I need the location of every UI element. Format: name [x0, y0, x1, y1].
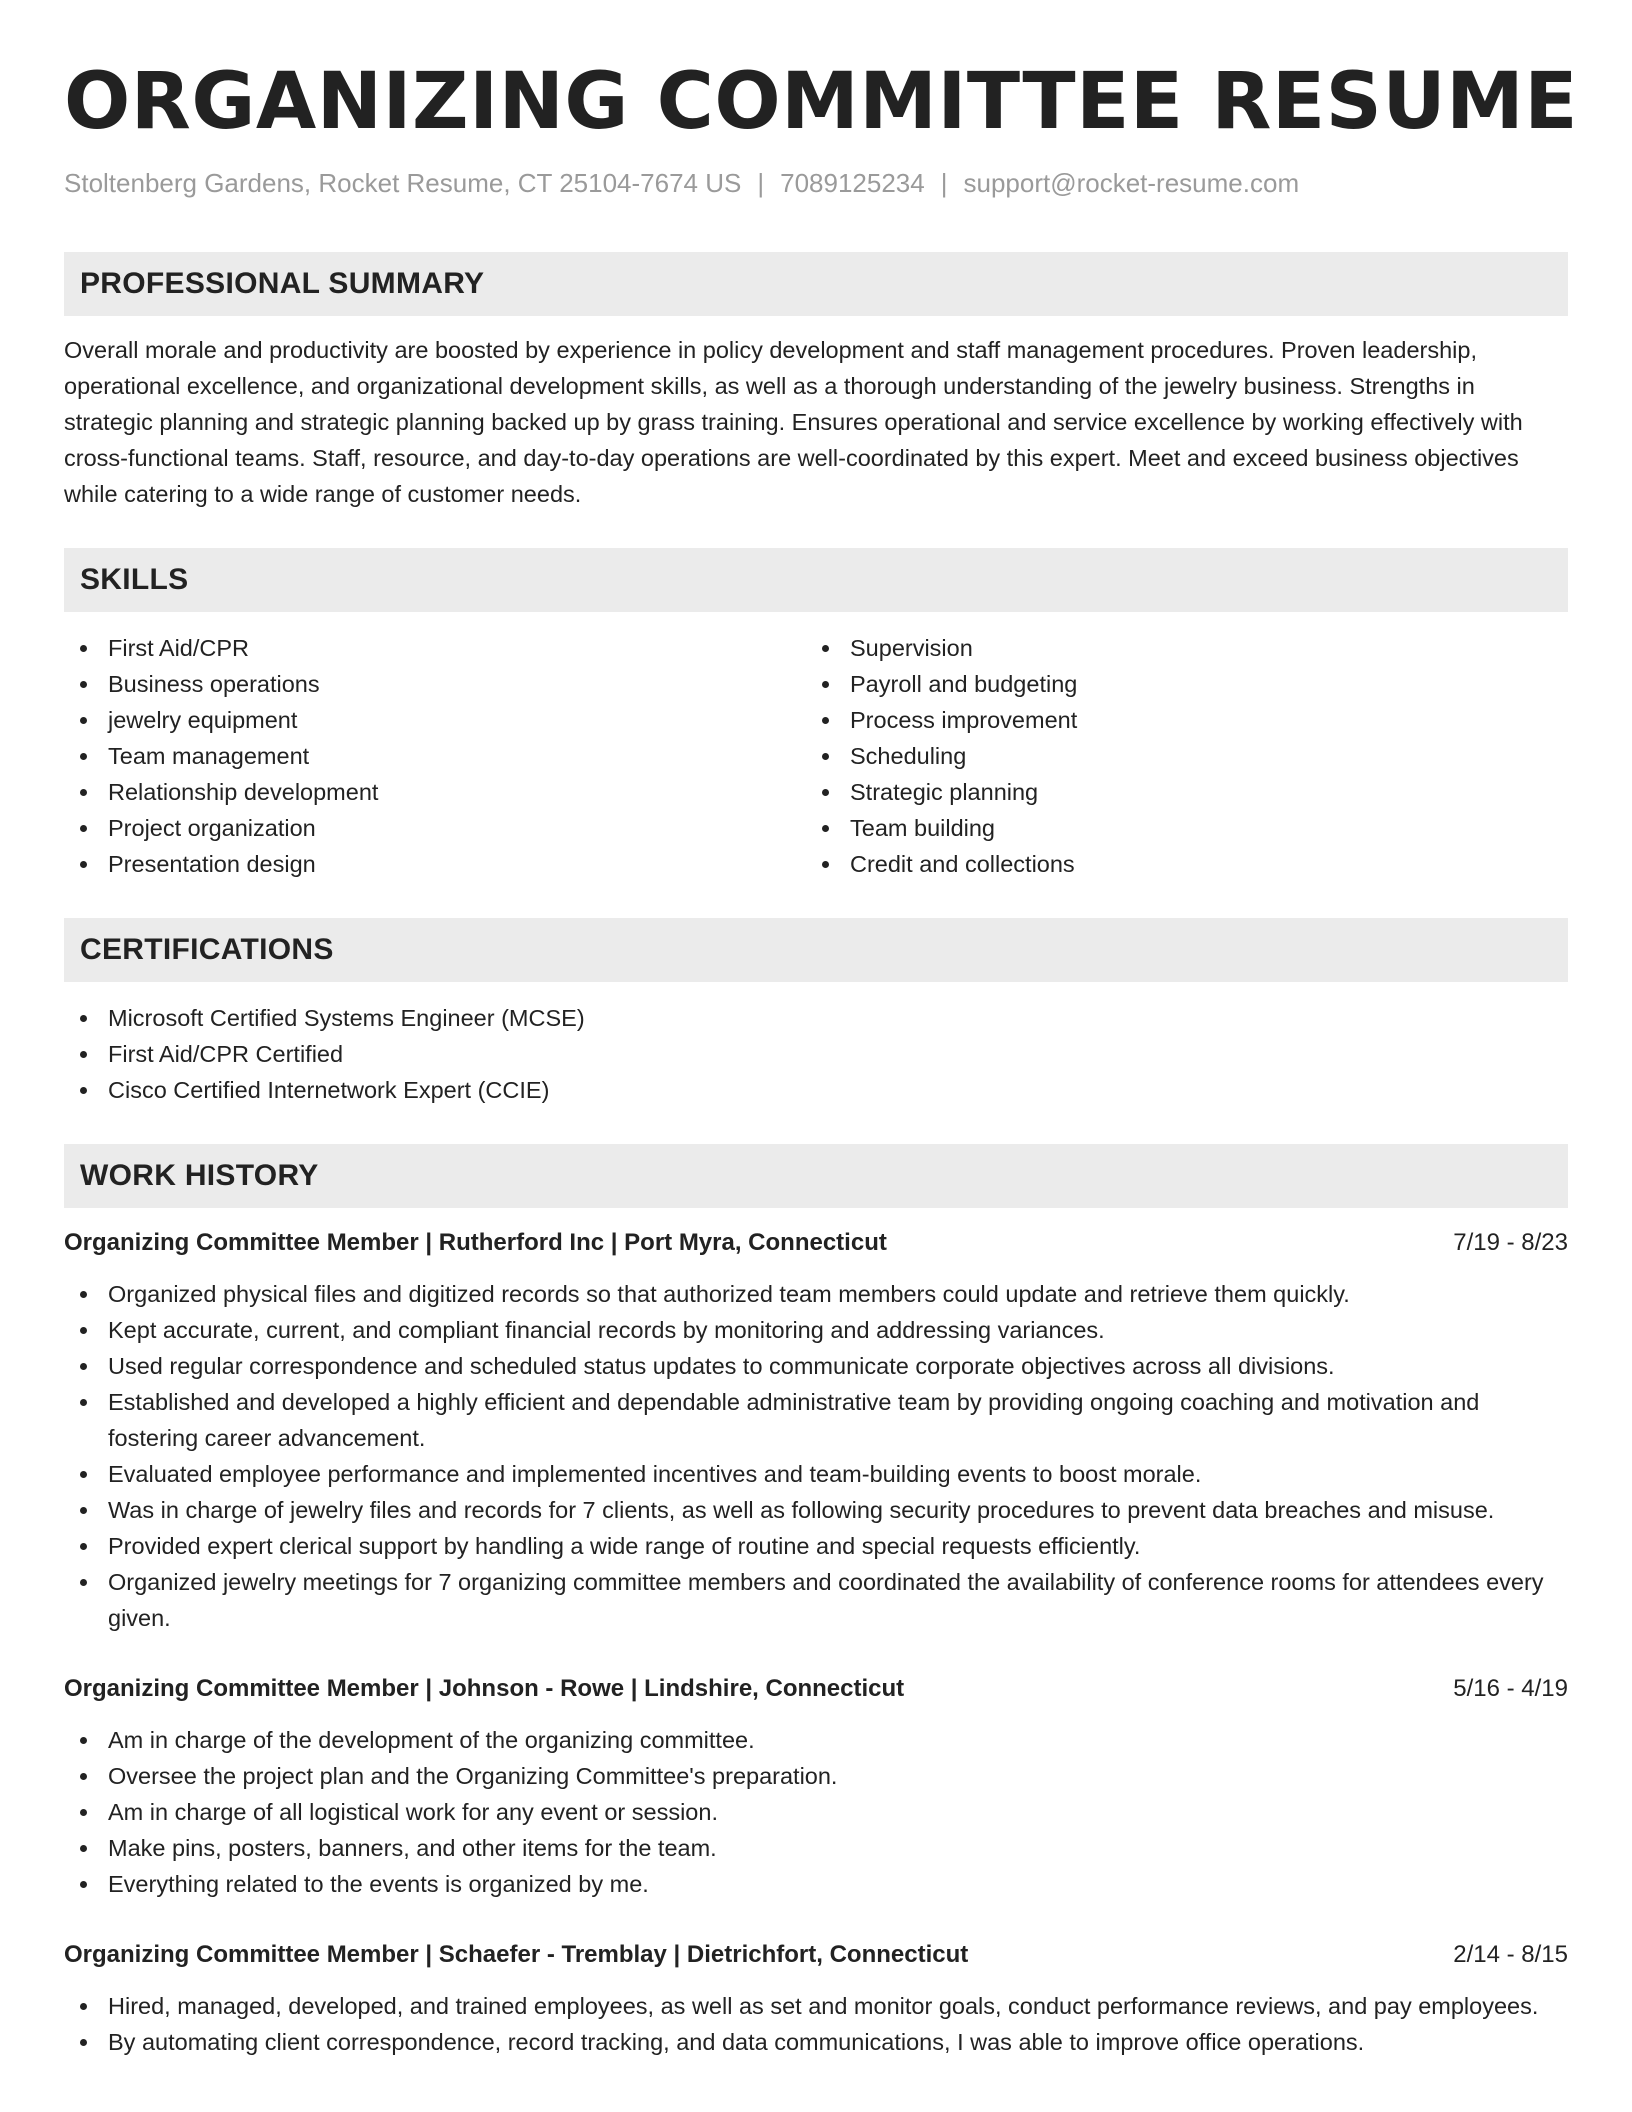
- job-bullets: [64, 1988, 1568, 2060]
- contact-separator: |: [757, 168, 765, 198]
- job-header: [64, 1226, 1568, 1260]
- job-bullet: Oversee the project plan and the Organizing Committee's preparation.: [64, 1758, 1568, 1794]
- contact-phone: 7089125234: [780, 168, 925, 198]
- job-dates: 2/14 - 8/15: [1453, 1941, 1568, 1968]
- skills-column-right: [806, 630, 1548, 882]
- contact-address: Stoltenberg Gardens, Rocket Resume, CT 25104-7674 US: [64, 168, 742, 198]
- job-bullet: Organized physical files and digitized records so that authorized team members could update and retrieve them quickly.: [64, 1276, 1568, 1312]
- skill-item: First Aid/CPR: [64, 630, 806, 666]
- section-header-work-history: WORK HISTORY: [64, 1144, 1568, 1208]
- skill-item: Business operations: [64, 666, 806, 702]
- skill-item: Process improvement: [806, 702, 1548, 738]
- certifications-list: [64, 1000, 1568, 1108]
- contact-line: [64, 166, 1568, 200]
- job-header: [64, 1672, 1568, 1706]
- skill-item: Payroll and budgeting: [806, 666, 1548, 702]
- skill-item: Project organization: [64, 810, 806, 846]
- contact-email: support@rocket-resume.com: [963, 168, 1300, 198]
- job-bullet: Am in charge of the development of the organizing committee.: [64, 1722, 1568, 1758]
- skill-item: Scheduling: [806, 738, 1548, 774]
- skills-grid: [64, 630, 1568, 882]
- section-header-skills: SKILLS: [64, 548, 1568, 612]
- skill-item: jewelry equipment: [64, 702, 806, 738]
- job-title: Organizing Committee Member | Johnson - Rowe | Lindshire, Connecticut: [64, 1675, 905, 1702]
- job-title: Organizing Committee Member | Rutherford Inc | Port Myra, Connecticut: [64, 1229, 887, 1256]
- certification-item: Cisco Certified Internetwork Expert (CCIE): [64, 1072, 1568, 1108]
- section-header-certifications: CERTIFICATIONS: [64, 918, 1568, 982]
- job-entry: [64, 1226, 1568, 1636]
- job-bullet: Evaluated employee performance and implemented incentives and team-building events to boost morale.: [64, 1456, 1568, 1492]
- job-bullet: Everything related to the events is organized by me.: [64, 1866, 1568, 1902]
- skills-column-left: [64, 630, 806, 882]
- job-bullet: Was in charge of jewelry files and records for 7 clients, as well as following security procedures to prevent data breaches and misuse.: [64, 1492, 1568, 1528]
- job-entry: [64, 1672, 1568, 1902]
- summary-text: Overall morale and productivity are boosted by experience in policy development and staff management procedures. Proven leadership, operational excellence, and organizational development skills, as well as a thorough understanding of the jewelry business. Strengths in strategic planning and strategic planning backed up by grass training. Ensures operational and service excellence by working effectively with cross-functional teams. Staff, resource, and day-to-day operations are well-coordinated by this expert. Meet and exceed business objectives while catering to a wide range of customer needs.: [64, 337, 1523, 507]
- skill-item: Team management: [64, 738, 806, 774]
- skill-item: Credit and collections: [806, 846, 1548, 882]
- skill-item: Strategic planning: [806, 774, 1548, 810]
- job-header: [64, 1938, 1568, 1972]
- skill-item: Presentation design: [64, 846, 806, 882]
- job-bullets: [64, 1276, 1568, 1636]
- resume-title: ORGANIZING COMMITTEE RESUME: [64, 57, 1579, 147]
- skill-item: Supervision: [806, 630, 1548, 666]
- certification-item: First Aid/CPR Certified: [64, 1036, 1568, 1072]
- job-title: Organizing Committee Member | Schaefer - Tremblay | Dietrichfort, Connecticut: [64, 1941, 969, 1968]
- job-bullet: Provided expert clerical support by handling a wide range of routine and special requests efficiently.: [64, 1528, 1568, 1564]
- job-bullet: Established and developed a highly efficient and dependable administrative team by providing ongoing coaching and motivation and fostering career advancement.: [64, 1384, 1568, 1456]
- job-bullet: By automating client correspondence, record tracking, and data communications, I was able to improve office operations.: [64, 2024, 1568, 2060]
- skill-item: Relationship development: [64, 774, 806, 810]
- job-dates: 5/16 - 4/19: [1453, 1675, 1568, 1702]
- job-bullets: [64, 1722, 1568, 1902]
- job-bullet: Kept accurate, current, and compliant financial records by monitoring and addressing variances.: [64, 1312, 1568, 1348]
- certification-item: Microsoft Certified Systems Engineer (MCSE): [64, 1000, 1568, 1036]
- contact-separator: |: [940, 168, 948, 198]
- job-bullet: Organized jewelry meetings for 7 organizing committee members and coordinated the availability of conference rooms for attendees every given.: [64, 1564, 1568, 1636]
- skill-item: Team building: [806, 810, 1548, 846]
- section-header-summary: PROFESSIONAL SUMMARY: [64, 252, 1568, 316]
- job-dates: 7/19 - 8/23: [1453, 1229, 1568, 1256]
- job-entry: [64, 1938, 1568, 2060]
- job-bullet: Am in charge of all logistical work for any event or session.: [64, 1794, 1568, 1830]
- job-bullet: Used regular correspondence and scheduled status updates to communicate corporate objectives across all divisions.: [64, 1348, 1568, 1384]
- job-bullet: Make pins, posters, banners, and other items for the team.: [64, 1830, 1568, 1866]
- job-bullet: Hired, managed, developed, and trained employees, as well as set and monitor goals, conduct performance reviews, and pay employees.: [64, 1988, 1568, 2024]
